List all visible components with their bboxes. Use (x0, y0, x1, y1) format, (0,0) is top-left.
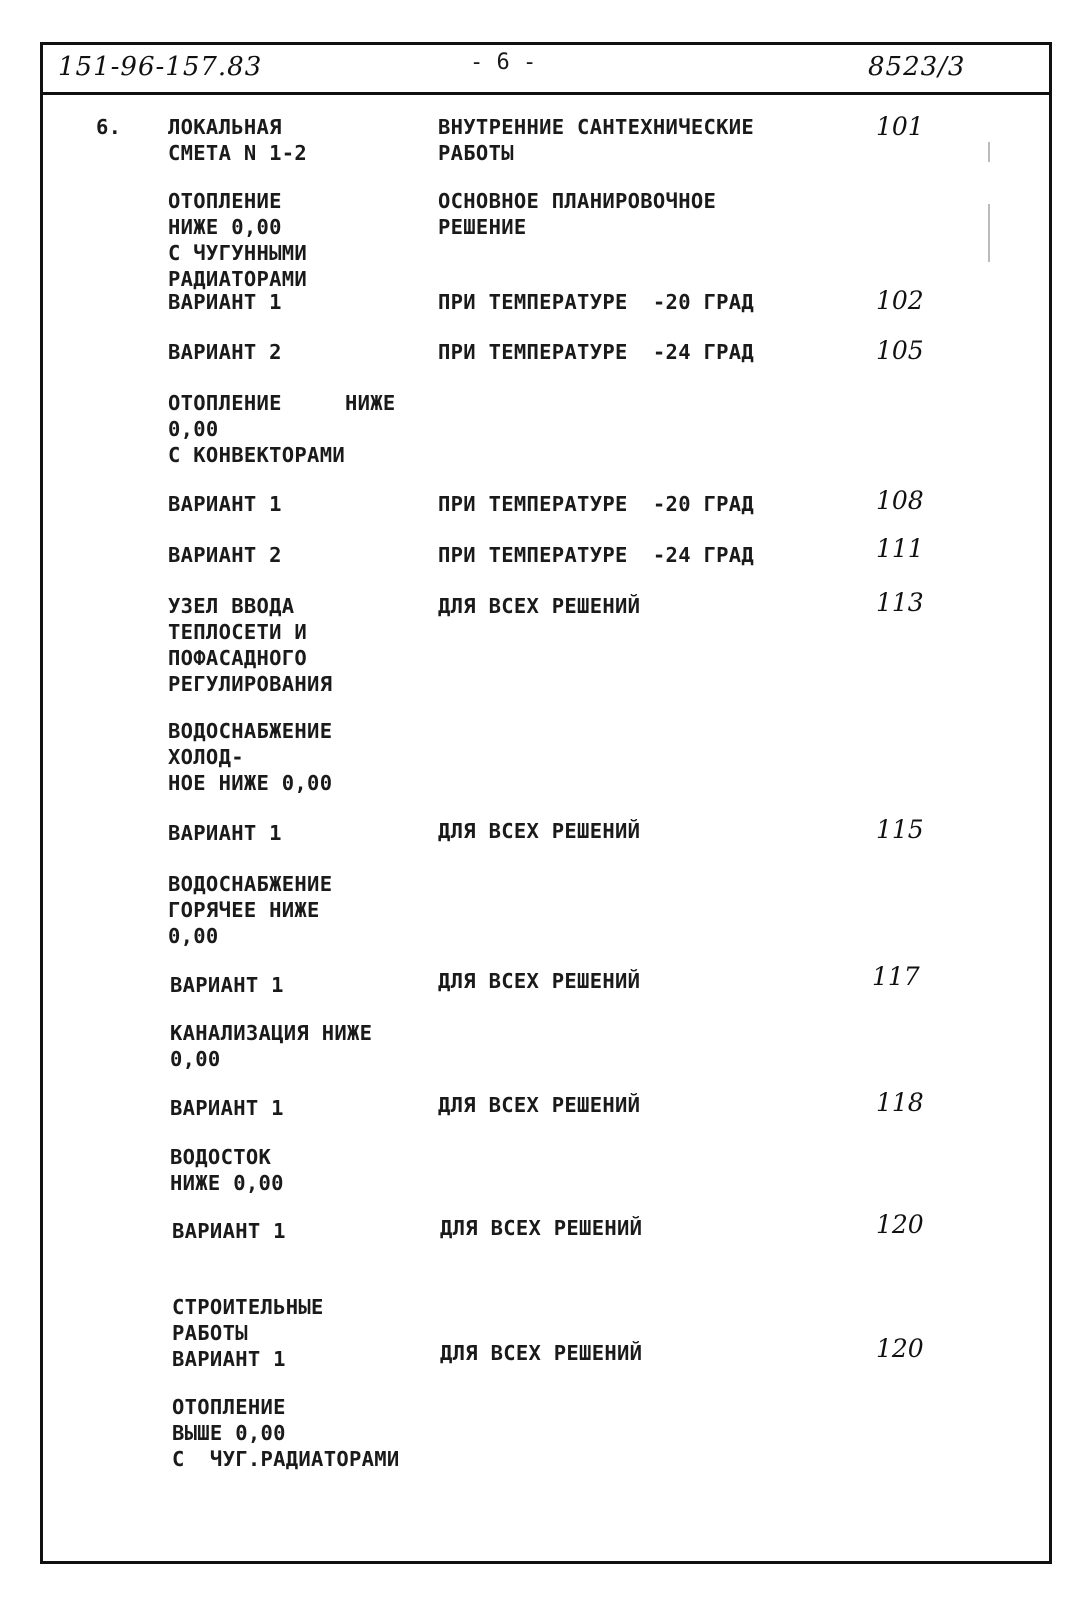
row-right-7: ПРИ ТЕМПЕРАТУРЕ -24 ГРАД (438, 543, 755, 567)
row-right-1: ВНУТРЕННИЕ САНТЕХНИЧЕСКИЕ РАБОТЫ (438, 115, 755, 165)
row-page-16: 120 (876, 1210, 924, 1239)
row-left-13: КАНАЛИЗАЦИЯ НИЖЕ 0,00 (170, 1021, 373, 1071)
margin-mark (988, 204, 990, 262)
section-number: 6. (96, 115, 122, 139)
row-left-5: ОТОПЛЕНИЕ НИЖЕ 0,00 С КОНВЕКТОРАМИ (168, 391, 396, 467)
row-right-2: ОСНОВНОЕ ПЛАНИРОВОЧНОЕ РЕШЕНИЕ (438, 189, 717, 239)
row-right-17: ДЛЯ ВСЕХ РЕШЕНИЙ (440, 1341, 643, 1365)
row-right-3: ПРИ ТЕМПЕРАТУРЕ -20 ГРАД (438, 290, 755, 314)
row-left-11: ВОДОСНАБЖЕНИЕ ГОРЯЧЕЕ НИЖЕ 0,00 (168, 872, 333, 948)
row-left-14: ВАРИАНТ 1 (170, 1096, 284, 1120)
row-left-12: ВАРИАНТ 1 (170, 973, 284, 997)
row-page-1: 101 (876, 112, 924, 141)
row-page-12: 117 (872, 962, 920, 991)
row-page-3: 102 (876, 286, 924, 315)
row-left-9: ВОДОСНАБЖЕНИЕ ХОЛОД- НОЕ НИЖЕ 0,00 (168, 719, 333, 795)
row-left-4: ВАРИАНТ 2 (168, 340, 282, 364)
row-page-4: 105 (876, 336, 924, 365)
row-page-17: 120 (876, 1334, 924, 1363)
row-page-10: 115 (876, 815, 924, 844)
row-left-3: ВАРИАНТ 1 (168, 290, 282, 314)
margin-mark (988, 142, 990, 162)
row-right-16: ДЛЯ ВСЕХ РЕШЕНИЙ (440, 1216, 643, 1240)
row-right-8: ДЛЯ ВСЕХ РЕШЕНИЙ (438, 594, 641, 618)
document-code-right: 8523/3 (868, 52, 966, 82)
row-page-8: 113 (876, 588, 924, 617)
row-left-6: ВАРИАНТ 1 (168, 492, 282, 516)
row-page-6: 108 (876, 486, 924, 515)
row-right-14: ДЛЯ ВСЕХ РЕШЕНИЙ (438, 1093, 641, 1117)
row-left-18: ОТОПЛЕНИЕ ВЫШЕ 0,00 С ЧУГ.РАДИАТОРАМИ (172, 1395, 400, 1471)
row-left-7: ВАРИАНТ 2 (168, 543, 282, 567)
row-page-14: 118 (876, 1088, 924, 1117)
row-left-10: ВАРИАНТ 1 (168, 821, 282, 845)
row-left-17: СТРОИТЕЛЬНЫЕ РАБОТЫ ВАРИАНТ 1 (172, 1295, 324, 1371)
row-left-2: ОТОПЛЕНИЕ НИЖЕ 0,00 С ЧУГУННЫМИ РАДИАТОРАМИ (168, 189, 308, 291)
row-page-7: 111 (876, 534, 924, 563)
row-right-12: ДЛЯ ВСЕХ РЕШЕНИЙ (438, 969, 641, 993)
row-left-8: УЗЕЛ ВВОДА ТЕПЛОСЕТИ И ПОФАСАДНОГО РЕГУЛИРОВАНИЯ (168, 594, 333, 696)
row-right-10: ДЛЯ ВСЕХ РЕШЕНИЙ (438, 819, 641, 843)
page-number: - 6 - (470, 50, 537, 75)
header-rule (40, 92, 1052, 95)
row-left-1: ЛОКАЛЬНАЯ СМЕТА N 1-2 (168, 115, 308, 165)
row-right-4: ПРИ ТЕМПЕРАТУРЕ -24 ГРАД (438, 340, 755, 364)
row-left-16: ВАРИАНТ 1 (172, 1219, 286, 1243)
document-code-left: 151-96-157.83 (58, 52, 263, 82)
row-left-15: ВОДОСТОК НИЖЕ 0,00 (170, 1145, 284, 1195)
row-right-6: ПРИ ТЕМПЕРАТУРЕ -20 ГРАД (438, 492, 755, 516)
